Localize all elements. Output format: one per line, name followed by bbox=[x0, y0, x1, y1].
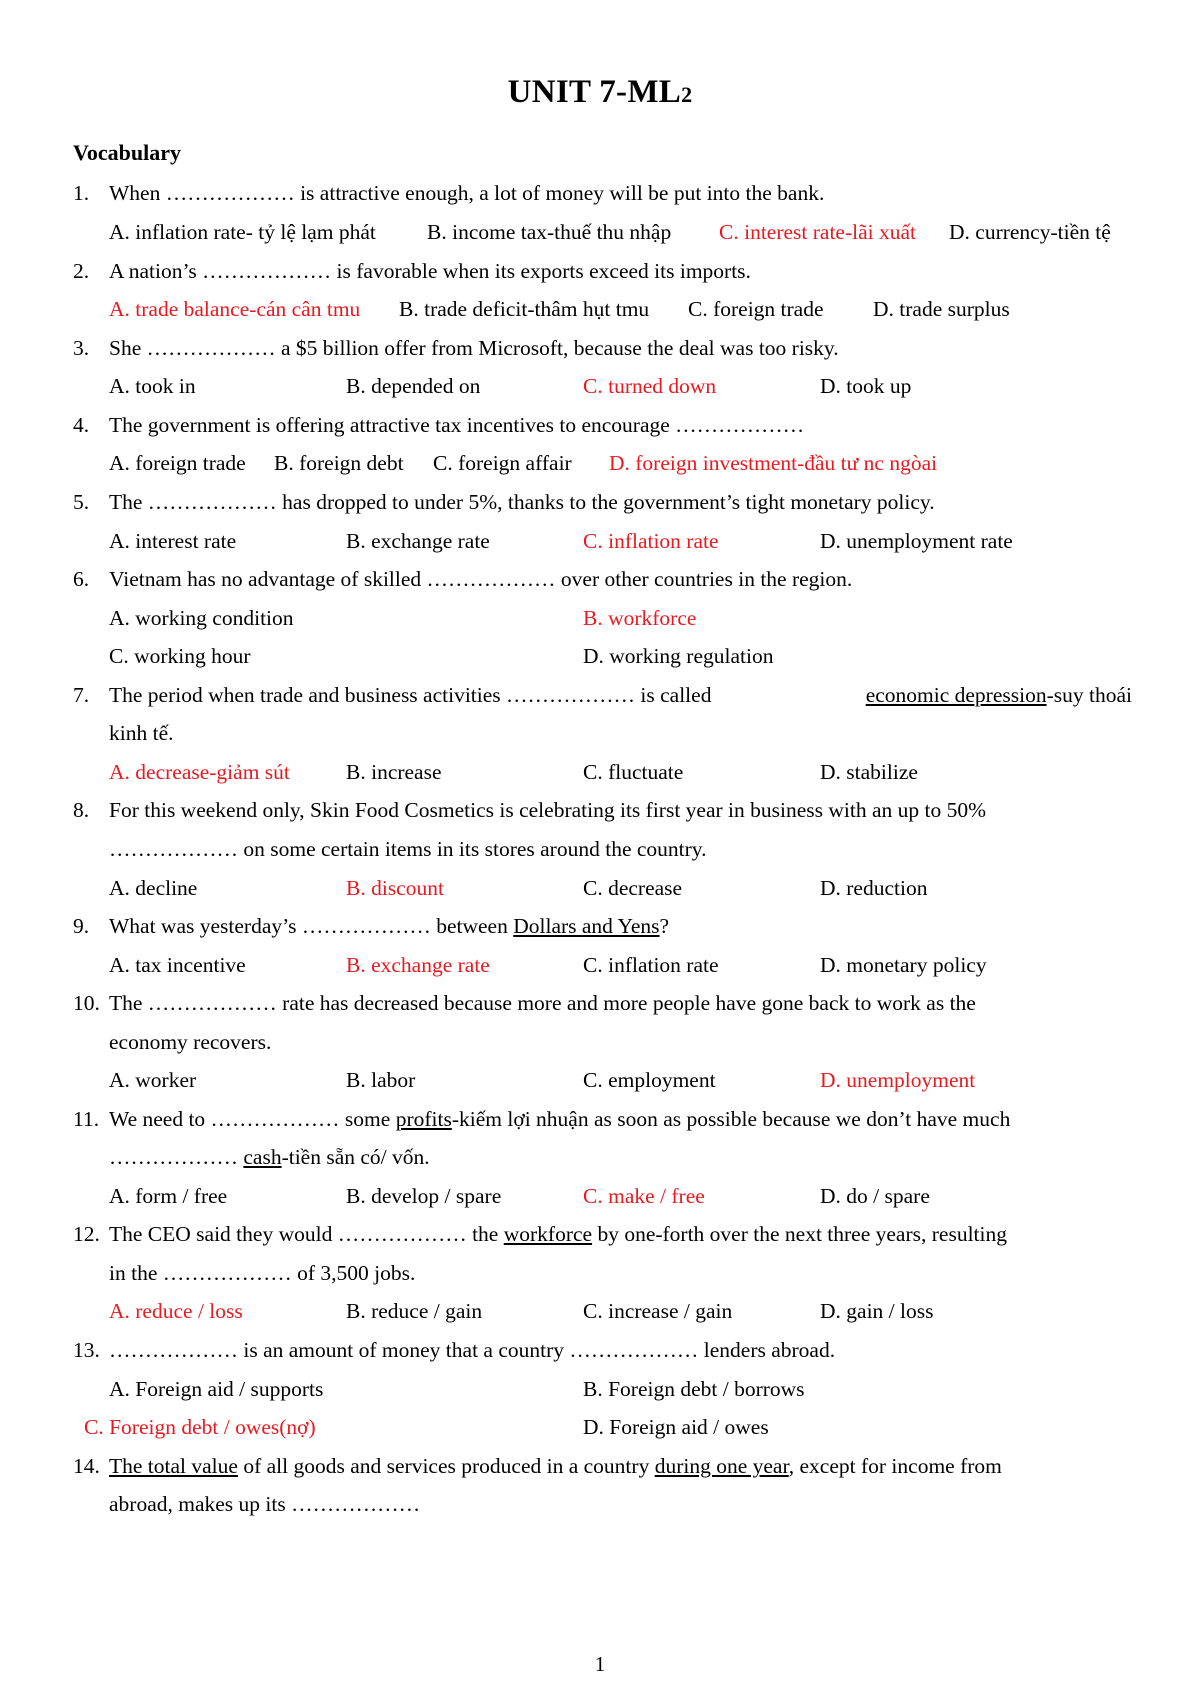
option-b: B. exchange rate bbox=[346, 529, 490, 553]
option-c: C. employment bbox=[583, 1068, 716, 1092]
option-b: B. depended on bbox=[346, 374, 481, 398]
option-d-answer: D. unemployment bbox=[820, 1068, 976, 1092]
option-d: D. stabilize bbox=[820, 760, 918, 784]
option-a: A. decline bbox=[109, 876, 198, 900]
option-a: A. foreign trade bbox=[109, 451, 246, 475]
option-b: B. income tax-thuế thu nhập bbox=[427, 220, 672, 244]
option-d: D. trade surplus bbox=[873, 297, 1010, 321]
option-c-answer: C. Foreign debt / owes(nợ) bbox=[84, 1415, 316, 1439]
option-a: A. Foreign aid / supports bbox=[109, 1377, 324, 1401]
option-b: B. foreign debt bbox=[274, 451, 404, 475]
page-number: 1 bbox=[594, 1652, 606, 1676]
option-c: C. decrease bbox=[583, 876, 683, 900]
option-c: C. increase / gain bbox=[583, 1299, 733, 1323]
option-d: D. monetary policy bbox=[820, 953, 987, 977]
option-b-answer: B. exchange rate bbox=[346, 953, 490, 977]
option-c-answer: C. inflation rate bbox=[583, 529, 719, 553]
option-b: B. labor bbox=[346, 1068, 416, 1092]
option-a-answer: A. decrease-giảm sút bbox=[109, 760, 290, 784]
option-b-answer: B. workforce bbox=[583, 606, 697, 630]
option-d: D. Foreign aid / owes bbox=[583, 1415, 769, 1439]
option-b: B. trade deficit-thâm hụt tmu bbox=[399, 297, 650, 321]
option-d: D. took up bbox=[820, 374, 912, 398]
option-c-answer: C. make / free bbox=[583, 1184, 705, 1208]
option-c-answer: C. interest rate-lãi xuất bbox=[719, 220, 917, 244]
option-b: B. increase bbox=[346, 760, 442, 784]
option-b: B. Foreign debt / borrows bbox=[583, 1377, 805, 1401]
option-a: A. working condition bbox=[109, 606, 294, 630]
option-b: B. reduce / gain bbox=[346, 1299, 483, 1323]
option-d-answer: D. foreign investment-đầu tư nc ngòai bbox=[609, 451, 938, 475]
option-a: A. took in bbox=[109, 374, 196, 398]
section-heading: Vocabulary bbox=[73, 140, 181, 165]
option-b: B. develop / spare bbox=[346, 1184, 502, 1208]
option-d: D. gain / loss bbox=[820, 1299, 934, 1323]
document-page: UNIT 7-ML2 Vocabulary 1. When ……………… is attractive enough, a lot of money will be put into the bank. A. inflation rate- tỷ lệ lạm phát B. income tax-thuế thu nhập C. interest rate-lãi xuất D. currency-tiền tệ 2. A nation’s ……………… is favorable when its exports exceed its imports. A. trade balance-cán cân tmu B. trade deficit-thâm hụt tmu C. foreign trade D. trade surplus 3. She ……………… a $5 billion offer from Microsoft, because the deal was too risky. A. took in B. depended on C. turned down D. took up 4. The government is offering attractive tax incentives to encourage ……………… A. foreign trade B. foreign debt C. foreign affair D. foreign investment-đầu tư nc ngòai 5. The ……………… has dropped to under 5%, thanks to the government’s tight monetary policy. A. interest rate B. exchange rate C. inflation rate D. unemployment rate 6. Vietnam has no advantage of skilled ……………… over other countries in the region. A. working condition B. workforce C. working hour D. working regulation 7. The period when trade and business activities ……………… is called economic depression-suy thoái kinh tế. A. decrease-giảm sút B. increase C. fluctuate D. stabilize 8. For this weekend only, Skin Food Cosmetics is celebrating its first year in business with an up to 50% ……………… on some certain items in its stores around the country. A. decline B. discount C. decrease D. reduction 9. What was yesterday’s ……………… between Dollars and Yens? A. tax incentive B. exchange rate C. inflation rate D. monetary policy 10. The ……………… rate has decreased because more and more people have gone back to work as the economy recovers. A. worker B. labor C. employment D. unemployment 11. We need to ……………… some profits-kiếm lợi nhuận as soon as possible because we don’t have much ……………… cash-tiền sẵn có/ vốn. A. form / free B. develop / spare C. make / free D. do / spare 12. The CEO said they would ……………… the workforce by one-forth over the next three years, resulting in the ……………… of 3,500 jobs. A. reduce / loss B. reduce / gain C. increase / gain D. gain / loss 13. ……………… is an amount of money that a country ……………… lenders abroad. A. Foreign aid / supports B. Foreign debt / borrows C. Foreign debt / owes(nợ) D. Foreign aid / owes 14. The total value of all goods and services produced in a country during one year, except for income from abroad, makes up its ……………… 1 bbox=[0, 0, 1200, 1696]
page-title: UNIT 7-ML2 bbox=[507, 74, 693, 110]
option-a: A. interest rate bbox=[109, 529, 237, 553]
option-d: D. working regulation bbox=[583, 644, 774, 668]
option-d: D. reduction bbox=[820, 876, 928, 900]
option-a: A. tax incentive bbox=[109, 953, 246, 977]
option-a-answer: A. reduce / loss bbox=[109, 1299, 243, 1323]
option-a: A. inflation rate- tỷ lệ lạm phát bbox=[109, 220, 376, 244]
option-a: A. form / free bbox=[109, 1184, 228, 1208]
option-c: C. foreign trade bbox=[688, 297, 824, 321]
option-d: D. do / spare bbox=[820, 1184, 930, 1208]
option-c: C. inflation rate bbox=[583, 953, 719, 977]
option-b-answer: B. discount bbox=[346, 876, 444, 900]
option-c-answer: C. turned down bbox=[583, 374, 717, 398]
option-a-answer: A. trade balance-cán cân tmu bbox=[109, 297, 361, 321]
option-d: D. currency-tiền tệ bbox=[949, 220, 1111, 244]
option-d: D. unemployment rate bbox=[820, 529, 1013, 553]
option-c: C. fluctuate bbox=[583, 760, 684, 784]
option-a: A. worker bbox=[109, 1068, 197, 1092]
option-c: C. working hour bbox=[109, 644, 251, 668]
option-c: C. foreign affair bbox=[433, 451, 572, 475]
